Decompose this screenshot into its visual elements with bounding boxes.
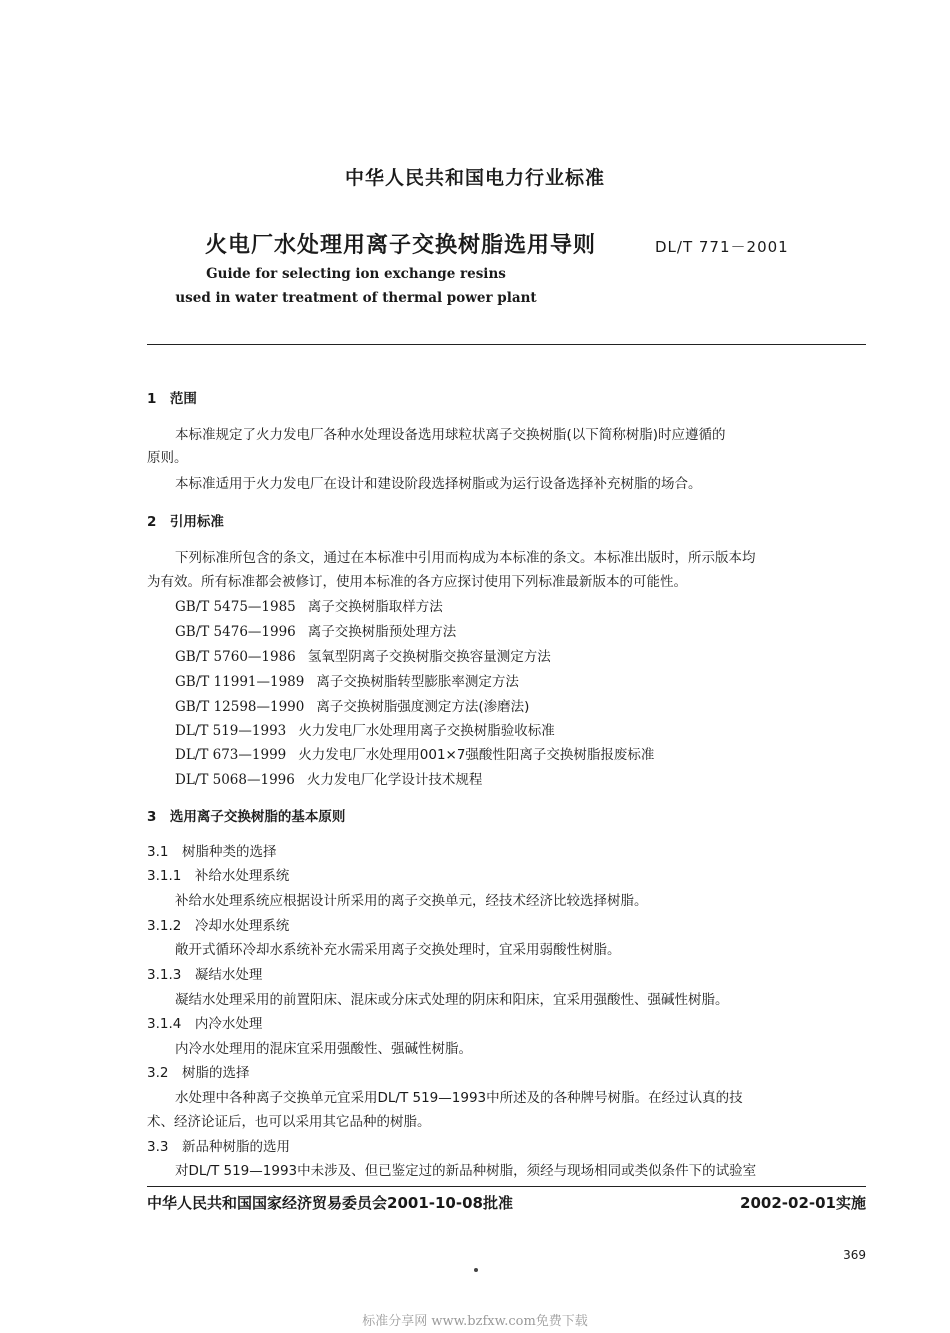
- header-divider: [147, 344, 866, 345]
- standard-code: DL/T 771－2001: [655, 238, 789, 256]
- section-1-para2: 本标准适用于火力发电厂在设计和建设阶段选择树脂或为运行设备选择补充树脂的场合。: [175, 476, 702, 492]
- subsection-3-1-3: 3.1.3 凝结水处理: [147, 967, 263, 983]
- reference-item: GB/T 5760—1986 氢氧型阴离子交换树脂交换容量测定方法: [175, 649, 551, 665]
- reference-item: GB/T 11991—1989 离子交换树脂转型膨胀率测定方法: [175, 674, 519, 690]
- standard-title-cn: 火电厂水处理用离子交换树脂选用导则: [205, 233, 597, 258]
- reference-item: GB/T 5476—1996 离子交换树脂预处理方法: [175, 624, 457, 640]
- section-1-para1-line2: 原则。: [147, 450, 188, 466]
- footer-divider: [147, 1186, 866, 1187]
- subsection-3-1-4: 3.1.4 内冷水处理: [147, 1016, 263, 1032]
- issuing-body: 中华人民共和国电力行业标准: [344, 167, 605, 189]
- subsection-3-2-text-line2: 术、经济论证后，也可以采用其它品种的树脂。: [147, 1114, 431, 1130]
- section-1-heading: 1 范围: [147, 391, 197, 407]
- subsection-3-3: 3.3 新品种树脂的选用: [147, 1139, 290, 1155]
- subsection-3-1-2-text: 敞开式循环冷却水系统补充水需采用离子交换处理时，宜采用弱酸性树脂。: [175, 942, 621, 958]
- subsection-3-1-4-text: 内冷水处理用的混床宜采用强酸性、强碱性树脂。: [175, 1041, 472, 1057]
- subsection-3-1-3-text: 凝结水处理采用的前置阳床、混床或分床式处理的阴床和阳床，宜采用强酸性、强碱性树脂。: [175, 992, 729, 1008]
- page-number: 369: [843, 1248, 866, 1262]
- reference-item: DL/T 519—1993 火力发电厂水处理用离子交换树脂验收标准: [175, 723, 555, 739]
- section-3-heading: 3 选用离子交换树脂的基本原则: [147, 809, 346, 825]
- section-1-para1-line1: 本标准规定了火力发电厂各种水处理设备选用球粒状离子交换树脂(以下简称树脂)时应遵循的: [175, 427, 726, 443]
- subsection-3-2: 3.2 树脂的选择: [147, 1065, 250, 1081]
- section-2-para1-line2: 为有效。所有标准都会被修订，使用本标准的各方应探讨使用下列标准最新版本的可能性。: [147, 574, 687, 590]
- section-2-para1-line1: 下列标准所包含的条文，通过在本标准中引用而构成为本标准的条文。本标准出版时，所示版本均: [175, 550, 756, 566]
- effective-date: 2002-02-01实施: [740, 1194, 866, 1212]
- reference-item: DL/T 5068—1996 火力发电厂化学设计技术规程: [175, 772, 483, 788]
- standard-title-en-line2: used in water treatment of thermal power plant: [175, 290, 537, 306]
- subsection-3-1-2: 3.1.2 冷却水处理系统: [147, 918, 290, 934]
- standard-title-en-line1: Guide for selecting ion exchange resins: [206, 266, 506, 282]
- scan-speck: [474, 1268, 478, 1272]
- section-2-heading: 2 引用标准: [147, 514, 224, 530]
- reference-item: GB/T 12598—1990 离子交换树脂强度测定方法(渗磨法): [175, 699, 530, 715]
- subsection-3-3-text: 对DL/T 519—1993中未涉及、但已鉴定过的新品种树脂，须经与现场相同或类似条件下的试验室: [175, 1163, 757, 1179]
- approval-line: 中华人民共和国国家经济贸易委员会2001-10-08批准: [147, 1194, 513, 1212]
- subsection-3-2-text-line1: 水处理中各种离子交换单元宜采用DL/T 519—1993中所述及的各种牌号树脂。在经过认真的技: [175, 1090, 743, 1106]
- subsection-3-1-1: 3.1.1 补给水处理系统: [147, 868, 290, 884]
- watermark: 标准分享网 www.bzfxw.com免费下载: [362, 1314, 588, 1329]
- subsection-3-1: 3.1 树脂种类的选择: [147, 844, 277, 860]
- subsection-3-1-1-text: 补给水处理系统应根据设计所采用的离子交换单元，经技术经济比较选择树脂。: [175, 893, 648, 909]
- reference-item: DL/T 673—1999 火力发电厂水处理用001×7强酸性阳离子交换树脂报废标准: [175, 747, 655, 763]
- reference-item: GB/T 5475—1985 离子交换树脂取样方法: [175, 599, 443, 615]
